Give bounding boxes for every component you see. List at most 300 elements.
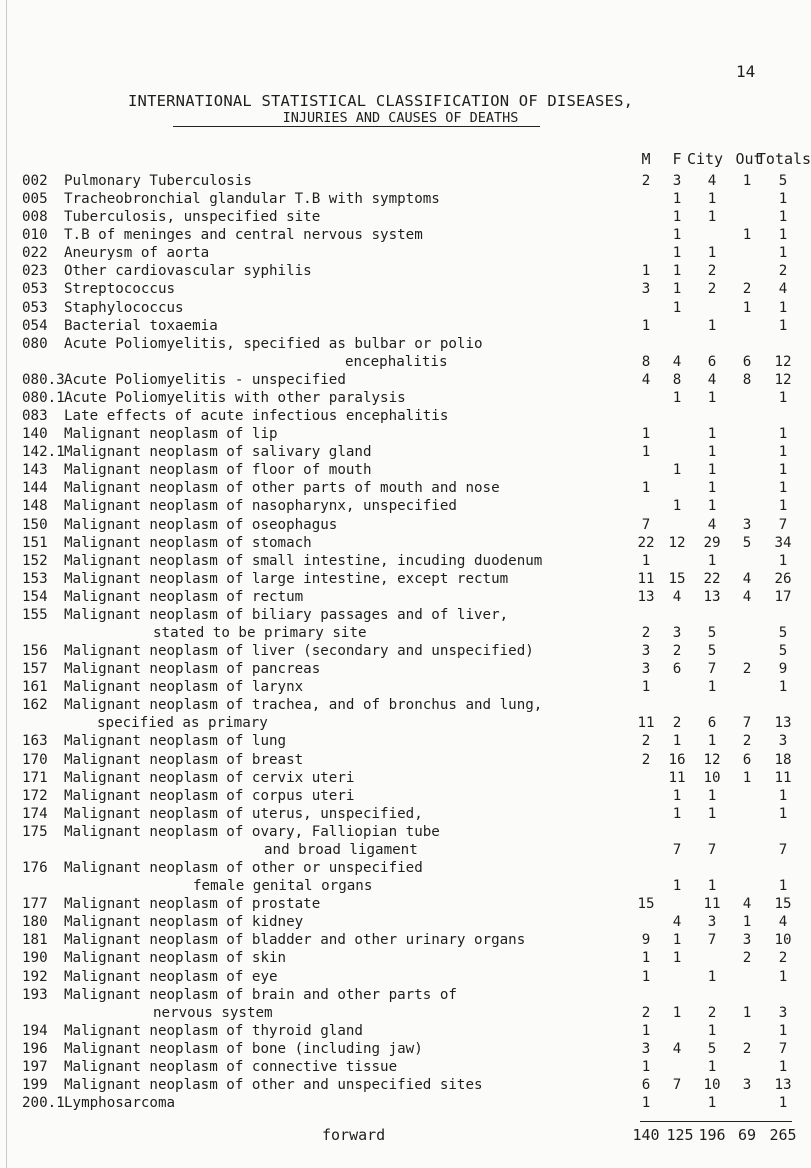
row-description: Malignant neoplasm of oseophagus (64, 516, 338, 533)
cell-total: 18 (774, 751, 792, 768)
cell-out: 3 (742, 932, 752, 949)
table-row (0, 443, 801, 461)
cell-total: 5 (778, 643, 788, 660)
cell-city: 5 (707, 1040, 717, 1057)
cell-male: 1 (641, 1058, 651, 1075)
cell-out: 8 (742, 371, 752, 388)
cell-male: 1 (641, 263, 651, 280)
row-description: Staphylococcus (64, 299, 184, 316)
cell-male: 11 (637, 570, 655, 587)
cell-city: 1 (707, 498, 717, 515)
table-row (0, 461, 801, 479)
cell-city: 1 (707, 209, 717, 226)
cell-male: 13 (637, 588, 655, 605)
cell-out: 1 (742, 914, 752, 931)
footer-forward-label: forward (322, 1126, 386, 1144)
table-row (0, 353, 801, 371)
row-description: Malignant neoplasm of lip (64, 426, 278, 443)
row-code: 196 (22, 1040, 48, 1057)
row-description: Malignant neoplasm of cervix uteri (64, 769, 355, 786)
cell-male: 22 (637, 534, 655, 551)
cell-total: 1 (778, 462, 788, 479)
cell-total: 12 (774, 353, 792, 370)
cell-female: 11 (668, 769, 686, 786)
row-code: 181 (22, 932, 48, 949)
cell-male: 4 (641, 371, 651, 388)
document-title: INTERNATIONAL STATISTICAL CLASSIFICATION OF DISEASES, (128, 92, 634, 110)
cell-male: 9 (641, 932, 651, 949)
cell-male: 11 (637, 715, 655, 732)
table-row (0, 190, 801, 208)
cell-city: 1 (707, 389, 717, 406)
row-code: 152 (22, 552, 48, 569)
row-code: 140 (22, 426, 48, 443)
cell-city: 7 (707, 661, 717, 678)
cell-total: 1 (778, 878, 788, 895)
row-code: 083 (22, 408, 48, 425)
cell-city: 3 (707, 914, 717, 931)
row-code: 143 (22, 462, 48, 479)
cell-female: 1 (672, 1004, 682, 1021)
cell-out: 6 (742, 751, 752, 768)
table-row (0, 570, 801, 588)
cell-total: 1 (778, 787, 788, 804)
cell-female: 3 (672, 625, 682, 641)
table-row (0, 299, 801, 317)
footer-total-totals: 265 (769, 1126, 797, 1144)
cell-out: 2 (742, 733, 752, 750)
table-row (0, 371, 801, 389)
cell-female: 6 (672, 661, 682, 678)
cell-total: 7 (778, 516, 788, 533)
cell-city: 1 (707, 733, 717, 750)
row-code: 177 (22, 896, 48, 913)
cell-out: 3 (742, 1077, 752, 1093)
cell-total: 1 (778, 317, 788, 334)
cell-total: 1 (778, 498, 788, 515)
cell-male: 2 (641, 173, 651, 189)
cell-total: 1 (778, 552, 788, 569)
cell-total: 4 (778, 914, 788, 931)
row-description: Malignant neoplasm of uterus, unspecified, (64, 805, 423, 822)
row-description: Malignant neoplasm of biliary passages and of liver, (64, 606, 509, 623)
cell-total: 1 (778, 1058, 788, 1075)
table-row (0, 1040, 801, 1058)
row-description: Malignant neoplasm of thyroid gland (64, 1022, 363, 1039)
cell-female: 1 (672, 227, 682, 244)
cell-total: 9 (778, 661, 788, 678)
cell-female: 4 (672, 353, 682, 370)
cell-total: 1 (778, 1022, 788, 1039)
cell-male: 1 (641, 950, 651, 967)
table-row (0, 407, 801, 425)
table-row (0, 534, 801, 552)
row-description: Streptococcus (64, 281, 176, 298)
cell-female: 15 (668, 570, 686, 587)
row-code: 192 (22, 968, 48, 985)
cell-total: 1 (778, 426, 788, 443)
cell-out: 2 (742, 661, 752, 678)
cell-female: 12 (668, 534, 686, 551)
cell-male: 1 (641, 426, 651, 443)
row-code: 197 (22, 1058, 48, 1075)
row-code: 144 (22, 480, 48, 497)
table-row (0, 841, 801, 859)
cell-city: 4 (707, 516, 717, 533)
table-row (0, 497, 801, 515)
cell-total: 17 (774, 588, 792, 605)
cell-male: 1 (641, 317, 651, 334)
cell-male: 1 (641, 444, 651, 461)
cell-out: 4 (742, 570, 752, 587)
cell-city: 1 (707, 552, 717, 569)
cell-total: 1 (778, 1095, 788, 1112)
row-description: Malignant neoplasm of large intestine, except rectum (64, 570, 509, 587)
cell-female: 1 (672, 878, 682, 895)
cell-total: 26 (774, 570, 792, 587)
cell-city: 5 (707, 643, 717, 660)
row-description: Malignant neoplasm of skin (64, 950, 287, 967)
row-description: Malignant neoplasm of brain and other parts of (64, 986, 457, 1003)
row-description: Malignant neoplasm of pancreas (64, 661, 321, 678)
table-row (0, 751, 801, 769)
cell-male: 1 (641, 1095, 651, 1112)
cell-female: 16 (668, 751, 686, 768)
row-description: Pulmonary Tuberculosis (64, 173, 252, 189)
cell-city: 6 (707, 353, 717, 370)
table-row (0, 516, 801, 534)
cell-city: 1 (707, 1058, 717, 1075)
cell-total: 5 (778, 625, 788, 641)
row-description: Malignant neoplasm of liver (secondary and unspecified) (64, 643, 534, 660)
row-description: Malignant neoplasm of bladder and other urinary organs (64, 932, 526, 949)
cell-female: 1 (672, 209, 682, 226)
row-code: 170 (22, 751, 48, 768)
cell-female: 7 (672, 841, 682, 858)
cell-female: 4 (672, 1040, 682, 1057)
cell-total: 1 (778, 209, 788, 226)
cell-city: 1 (707, 191, 717, 208)
row-code: 155 (22, 606, 48, 623)
row-code: 080 (22, 335, 48, 352)
cell-male: 3 (641, 1040, 651, 1057)
row-code: 153 (22, 570, 48, 587)
table-row (0, 769, 801, 787)
cell-out: 2 (742, 950, 752, 967)
table-row (0, 280, 801, 298)
cell-total: 1 (778, 480, 788, 497)
row-description: Acute Poliomyelitis with other paralysis (64, 389, 406, 406)
table-row (0, 787, 801, 805)
table-row (0, 696, 801, 714)
cell-male: 3 (641, 281, 651, 298)
cell-female: 1 (672, 191, 682, 208)
row-description: Malignant neoplasm of other parts of mouth and nose (64, 480, 500, 497)
cell-out: 7 (742, 715, 752, 732)
page-number: 14 (736, 62, 756, 81)
cell-city: 1 (707, 317, 717, 334)
cell-male: 3 (641, 661, 651, 678)
row-description: and broad ligament (264, 841, 418, 858)
row-code: 163 (22, 733, 48, 750)
cell-total: 1 (778, 968, 788, 985)
row-code: 008 (22, 209, 48, 226)
row-description: Malignant neoplasm of bone (including jaw) (64, 1040, 423, 1057)
document-subtitle (0, 110, 801, 126)
table-row (0, 895, 801, 913)
cell-city: 1 (707, 968, 717, 985)
cell-total: 3 (778, 1004, 788, 1021)
cell-female: 4 (672, 914, 682, 931)
row-description: Malignant neoplasm of other and unspecified sites (64, 1077, 483, 1093)
cell-male: 1 (641, 679, 651, 696)
table-row (0, 588, 801, 606)
cell-out: 5 (742, 534, 752, 551)
row-description: Acute Poliomyelitis - unspecified (64, 371, 346, 388)
cell-out: 4 (742, 896, 752, 913)
footer-total-female: 125 (666, 1126, 694, 1144)
cell-female: 1 (672, 733, 682, 750)
cell-city: 29 (703, 534, 721, 551)
row-code: 148 (22, 498, 48, 515)
row-description: specified as primary (97, 715, 268, 732)
row-code: 176 (22, 860, 48, 877)
cell-male: 8 (641, 353, 651, 370)
table-row (0, 208, 801, 226)
cell-city: 13 (703, 588, 721, 605)
row-code: 080.1 (22, 389, 65, 406)
cell-total: 1 (778, 245, 788, 262)
row-description: Bacterial toxaemia (64, 317, 218, 334)
cell-city: 4 (707, 173, 717, 189)
row-description: stated to be primary site (153, 625, 367, 641)
table-row (0, 931, 801, 949)
row-description: Malignant neoplasm of ovary, Falliopian tube (64, 823, 440, 840)
cell-city: 11 (703, 896, 721, 913)
cell-city: 22 (703, 570, 721, 587)
row-code: 142.1 (22, 444, 65, 461)
cell-total: 13 (774, 1077, 792, 1093)
cell-male: 2 (641, 733, 651, 750)
cell-city: 1 (707, 480, 717, 497)
row-code: 010 (22, 227, 48, 244)
table-row (0, 389, 801, 407)
table-row (0, 823, 801, 841)
table-row (0, 1094, 801, 1112)
cell-total: 1 (778, 444, 788, 461)
row-description: Lymphosarcoma (64, 1095, 176, 1112)
table-row (0, 877, 801, 895)
cell-out: 6 (742, 353, 752, 370)
cell-female: 1 (672, 932, 682, 949)
row-code: 199 (22, 1077, 48, 1093)
header-male: M (641, 150, 651, 168)
cell-total: 3 (778, 733, 788, 750)
cell-female: 2 (672, 715, 682, 732)
document-subtitle-text: INJURIES AND CAUSES OF DEATHS (282, 110, 519, 126)
table-row (0, 678, 801, 696)
cell-total: 10 (774, 932, 792, 949)
cell-female: 2 (672, 643, 682, 660)
table-row (0, 606, 801, 624)
cell-city: 10 (703, 769, 721, 786)
table-row (0, 425, 801, 443)
table-row (0, 1022, 801, 1040)
row-code: 156 (22, 643, 48, 660)
row-description: Malignant neoplasm of kidney (64, 914, 304, 931)
cell-female: 1 (672, 263, 682, 280)
row-description: Other cardiovascular syphilis (64, 263, 312, 280)
cell-city: 1 (707, 878, 717, 895)
cell-female: 3 (672, 173, 682, 189)
table-row (0, 1058, 801, 1076)
subtitle-underline (173, 126, 540, 127)
row-code: 150 (22, 516, 48, 533)
cell-total: 34 (774, 534, 792, 551)
table-row (0, 1076, 801, 1094)
row-description: Malignant neoplasm of floor of mouth (64, 462, 372, 479)
cell-male: 3 (641, 643, 651, 660)
cell-total: 13 (774, 715, 792, 732)
cell-total: 1 (778, 389, 788, 406)
cell-total: 1 (778, 299, 788, 316)
table-row (0, 642, 801, 660)
row-description: Malignant neoplasm of trachea, and of bronchus and lung, (64, 697, 543, 714)
row-code: 053 (22, 299, 48, 316)
table-row (0, 335, 801, 353)
cell-female: 1 (672, 299, 682, 316)
cell-female: 7 (672, 1077, 682, 1093)
row-code: 200.1 (22, 1095, 65, 1112)
cell-out: 1 (742, 227, 752, 244)
cell-total: 1 (778, 679, 788, 696)
row-code: 193 (22, 986, 48, 1003)
cell-city: 12 (703, 751, 721, 768)
cell-total: 7 (778, 1040, 788, 1057)
row-code: 080.3 (22, 371, 65, 388)
row-description: Malignant neoplasm of rectum (64, 588, 304, 605)
header-city: City (686, 150, 724, 168)
row-code: 002 (22, 173, 48, 189)
header-totals: Totals (756, 150, 811, 168)
table-row (0, 1004, 801, 1022)
table-row (0, 732, 801, 750)
cell-out: 2 (742, 1040, 752, 1057)
cell-total: 2 (778, 263, 788, 280)
table-row (0, 913, 801, 931)
row-description: Tuberculosis, unspecified site (64, 209, 321, 226)
cell-city: 1 (707, 679, 717, 696)
cell-out: 2 (742, 281, 752, 298)
cell-male: 1 (641, 968, 651, 985)
row-description: T.B of meninges and central nervous system (64, 227, 423, 244)
footer-total-out: 69 (737, 1126, 757, 1144)
cell-total: 2 (778, 950, 788, 967)
row-code: 171 (22, 769, 48, 786)
cell-male: 2 (641, 1004, 651, 1021)
cell-female: 1 (672, 281, 682, 298)
cell-female: 1 (672, 498, 682, 515)
row-code: 194 (22, 1022, 48, 1039)
row-description: Tracheobronchial glandular T.B with symptoms (64, 191, 440, 208)
cell-total: 11 (774, 769, 792, 786)
row-code: 174 (22, 805, 48, 822)
row-code: 190 (22, 950, 48, 967)
cell-city: 1 (707, 462, 717, 479)
footer-total-city: 196 (698, 1126, 726, 1144)
table-row (0, 479, 801, 497)
cell-male: 7 (641, 516, 651, 533)
cell-female: 1 (672, 787, 682, 804)
footer-total-male: 140 (632, 1126, 660, 1144)
cell-female: 8 (672, 371, 682, 388)
row-description: encephalitis (345, 353, 448, 370)
table-row (0, 172, 801, 190)
cell-city: 5 (707, 625, 717, 641)
row-code: 151 (22, 534, 48, 551)
cell-total: 7 (778, 841, 788, 858)
row-description: Aneurysm of aorta (64, 245, 210, 262)
row-description: Malignant neoplasm of larynx (64, 679, 304, 696)
table-row (0, 262, 801, 280)
table-row (0, 624, 801, 642)
cell-male: 6 (641, 1077, 651, 1093)
cell-city: 2 (707, 281, 717, 298)
cell-male: 1 (641, 1022, 651, 1039)
row-code: 053 (22, 281, 48, 298)
row-description: Malignant neoplasm of lung (64, 733, 287, 750)
cell-out: 4 (742, 588, 752, 605)
row-description: Acute Poliomyelitis, specified as bulbar or polio (64, 335, 483, 352)
cell-city: 10 (703, 1077, 721, 1093)
table-row (0, 226, 801, 244)
row-description: Malignant neoplasm of eye (64, 968, 278, 985)
cell-female: 1 (672, 805, 682, 822)
row-code: 162 (22, 697, 48, 714)
table-row (0, 660, 801, 678)
cell-city: 1 (707, 245, 717, 262)
cell-out: 1 (742, 299, 752, 316)
row-code: 023 (22, 263, 48, 280)
table-row (0, 949, 801, 967)
cell-female: 1 (672, 389, 682, 406)
cell-male: 1 (641, 480, 651, 497)
header-out: Out (735, 150, 763, 168)
table-row (0, 244, 801, 262)
row-code: 054 (22, 317, 48, 334)
cell-city: 1 (707, 1095, 717, 1112)
row-code: 154 (22, 588, 48, 605)
row-description: Malignant neoplasm of stomach (64, 534, 312, 551)
cell-city: 7 (707, 932, 717, 949)
row-description: Malignant neoplasm of breast (64, 751, 304, 768)
table-row (0, 968, 801, 986)
total-rule (640, 1121, 792, 1122)
cell-female: 1 (672, 950, 682, 967)
cell-city: 1 (707, 805, 717, 822)
cell-male: 1 (641, 552, 651, 569)
row-code: 005 (22, 191, 48, 208)
cell-city: 4 (707, 371, 717, 388)
row-code: 157 (22, 661, 48, 678)
cell-city: 2 (707, 263, 717, 280)
row-description: nervous system (153, 1004, 273, 1021)
cell-out: 1 (742, 1004, 752, 1021)
row-description: Malignant neoplasm of small intestine, incuding duodenum (64, 552, 543, 569)
cell-total: 15 (774, 896, 792, 913)
cell-total: 12 (774, 371, 792, 388)
cell-city: 2 (707, 1004, 717, 1021)
